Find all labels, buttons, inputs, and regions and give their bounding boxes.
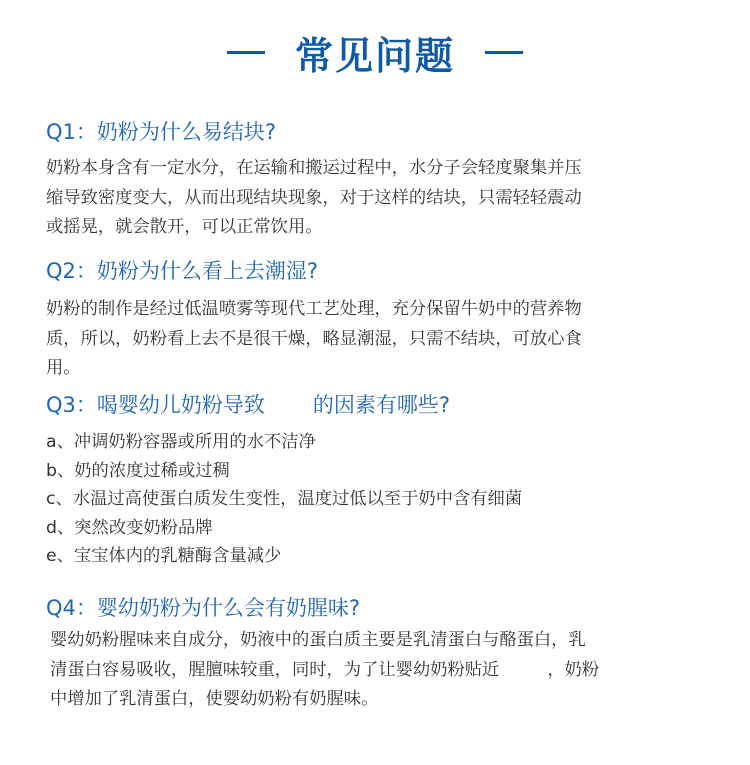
list-item: e、宝宝体内的乳糖酶含量减少: [46, 546, 282, 566]
list-item: d、突然改变奶粉品牌: [46, 517, 213, 538]
answer-line: 缩导致密度变大，从而出现结块现象，对于这样的结块，只需轻轻震动: [46, 187, 582, 208]
list-item: b、奶的浓度过稀或过稠: [46, 460, 230, 481]
answer-line: 奶粉本身含有一定水分，在运输和搬运过程中，水分子会轻度聚集并压: [46, 158, 582, 178]
answer-line: [50, 656, 700, 686]
faq-question-1: Q1：奶粉为什么易结块?: [46, 120, 277, 144]
section-header: [0, 22, 750, 82]
faq-answer-1: [46, 154, 696, 243]
header-left-dash: [227, 51, 265, 54]
faq-answer-4: [50, 626, 700, 715]
faq-question-3: [46, 389, 450, 419]
faq-answer-2: [46, 295, 696, 384]
answer-line: 用。: [46, 358, 81, 378]
list-item: c、水温过高使蛋白质发生变性，温度过低以至于奶中含有细菌: [46, 489, 523, 509]
faq-question-2: Q2：奶粉为什么看上去潮湿?: [46, 259, 319, 283]
question-3-part-2: 的因素有哪些?: [312, 393, 451, 417]
answer-line: 或摇晃，就会散开，可以正常饮用。: [46, 217, 323, 237]
faq-question-4: Q4：婴幼奶粉为什么会有奶腥味?: [46, 596, 361, 620]
faq-list-3: [46, 428, 522, 571]
answer-line: 奶粉的制作是经过低温喷雾等现代工艺处理，充分保留牛奶中的营养物: [46, 299, 582, 319]
header-right-dash: [485, 51, 523, 54]
answer-line-part: 清蛋白容易吸收，腥膻味较重，同时，为了让婴幼奶粉贴近: [50, 659, 500, 680]
answer-line: 婴幼奶粉腥味来自成分，奶液中的蛋白质主要是乳清蛋白与酪蛋白，乳: [50, 630, 586, 650]
answer-line-part: ，奶粉: [547, 659, 600, 680]
list-item: a、冲调奶粉容器或所用的水不洁净: [46, 432, 316, 452]
page-title: 常见问题: [294, 33, 455, 78]
answer-line: 质，所以，奶粉看上去不是很干燥，略显潮湿，只需不结块，可放心食: [46, 328, 582, 349]
question-3-part-1: Q3：喝婴幼儿奶粉导致: [46, 393, 265, 417]
answer-line: 中增加了乳清蛋白，使婴幼奶粉有奶腥味。: [50, 689, 379, 709]
